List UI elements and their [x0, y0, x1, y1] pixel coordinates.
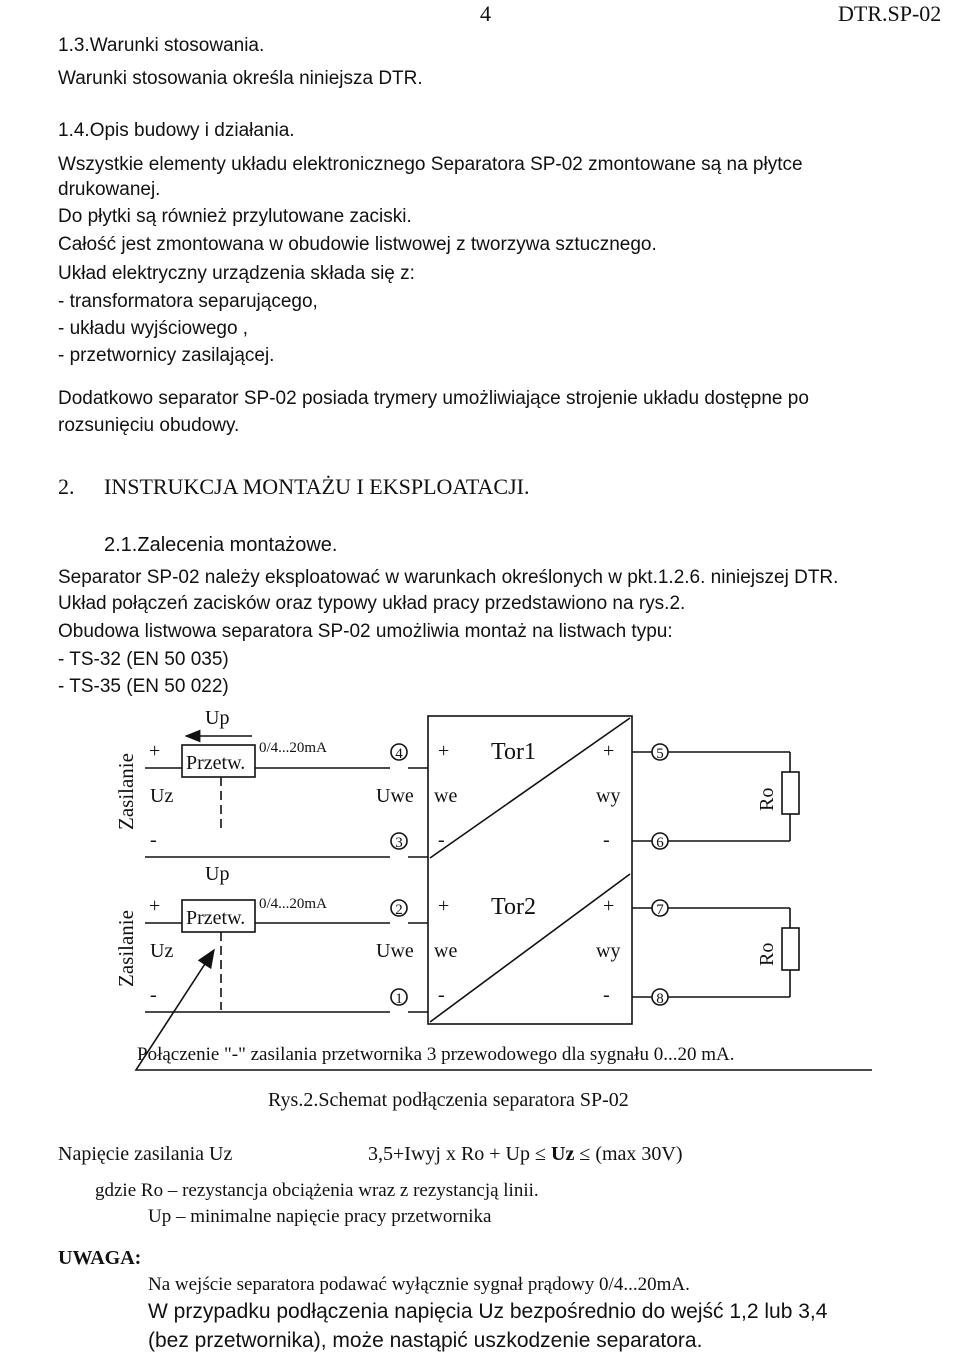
- section-title-2: INSTRUKCJA MONTAŻU I EKSPLOATACJI.: [104, 474, 530, 499]
- document-code: DTR.SP-02: [838, 1, 942, 26]
- definition-ro: gdzie Ro – rezystancja obciążenia wraz z rezystancją linii.: [95, 1180, 539, 1201]
- body-line: rozsunięciu obudowy.: [58, 415, 240, 436]
- warning-title: UWAGA:: [58, 1247, 142, 1269]
- section-heading-2-1: 2.1.Zalecenia montażowe.: [104, 534, 338, 556]
- body-line: Układ połączeń zacisków oraz typowy układ pracy przedstawiono na rys.2.: [58, 593, 686, 614]
- up-label-2: Up: [205, 863, 230, 885]
- warning-line: Na wejście separatora podawać wyłącznie sygnał prądowy 0/4...20mA.: [148, 1274, 690, 1295]
- body-line: Do płytki są również przylutowane zaciski.: [58, 206, 412, 227]
- body-line: Obudowa listwowa separatora SP-02 umożliwia montaż na listwach typu:: [58, 621, 673, 642]
- diagram-note: Połączenie "-" zasilania przetwornika 3 przewodowego dla sygnału 0...20 mA.: [137, 1044, 735, 1065]
- section-heading-1-4: 1.4.Opis budowy i działania.: [58, 120, 295, 141]
- channel-name-1: Tor1: [491, 739, 536, 765]
- formula-prefix: 3,5+Iwyj x Ro + Up: [368, 1143, 531, 1165]
- load-resistor-2: [782, 928, 799, 970]
- terminal-6: 6: [656, 835, 664, 851]
- terminal-4: 4: [395, 746, 403, 762]
- body-line: Wszystkie elementy układu elektronicznego Separatora SP-02 zmontowane są na płytce: [58, 154, 803, 175]
- body-line: Dodatkowo separator SP-02 posiada trymery umożliwiające strojenie układu dostępne po: [58, 388, 809, 409]
- input-voltage-label-2: Uwe: [376, 940, 414, 962]
- up-label-1: Up: [205, 707, 230, 729]
- terminal-1: 1: [395, 991, 403, 1007]
- supply-minus-2: -: [150, 984, 157, 1006]
- terminal-2: 2: [395, 902, 403, 918]
- body-line: Separator SP-02 należy eksploatować w warunkach określonych w pkt.1.2.6. niniejszej DTR.: [58, 567, 839, 588]
- list-item: - układu wyjściowego ,: [58, 318, 249, 339]
- load-label-1: Ro: [756, 787, 778, 811]
- less-equal-symbol: ≤: [579, 1143, 591, 1165]
- page-number: 4: [480, 1, 491, 26]
- load-label-2: Ro: [756, 942, 778, 966]
- input-we-2: we: [434, 940, 458, 962]
- list-item: - TS-35 (EN 50 022): [58, 676, 229, 697]
- terminal-5: 5: [656, 746, 664, 762]
- supply-uz-2: Uz: [150, 940, 174, 962]
- input-voltage-label-1: Uwe: [376, 785, 414, 807]
- supply-uz-1: Uz: [150, 785, 174, 807]
- body-line: Układ elektryczny urządzenia składa się z:: [58, 263, 415, 284]
- section-heading-1-3: 1.3.Warunki stosowania.: [58, 35, 265, 56]
- terminal-8: 8: [656, 991, 664, 1007]
- input-plus-1: +: [438, 740, 450, 762]
- supply-formula: [368, 1142, 683, 1166]
- list-item: - przetwornicy zasilającej.: [58, 345, 275, 366]
- converter-label-2: Przetw.: [186, 907, 246, 929]
- channel-name-2: Tor2: [491, 894, 536, 920]
- terminal-3: 3: [395, 835, 403, 851]
- input-plus-2: +: [438, 895, 450, 917]
- supply-plus-1: +: [149, 740, 161, 762]
- section-text-1-3: Warunki stosowania określa niniejsza DTR.: [58, 68, 423, 89]
- supply-voltage-label: Napięcie zasilania Uz: [58, 1143, 233, 1165]
- definition-up: Up – minimalne napięcie pracy przetwornika: [148, 1206, 492, 1227]
- input-we-1: we: [434, 785, 458, 807]
- warning-line: (bez przetwornika), może nastąpić uszkodzenie separatora.: [148, 1329, 703, 1352]
- output-plus-2: +: [603, 895, 615, 917]
- figure-caption: Rys.2.Schemat podłączenia separatora SP-02: [268, 1089, 629, 1111]
- list-item: - transformatora separującego,: [58, 291, 318, 312]
- input-minus-1: -: [438, 829, 445, 851]
- supply-minus-1: -: [150, 829, 157, 851]
- formula-suffix: (max 30V): [595, 1143, 683, 1165]
- output-minus-1: -: [603, 829, 610, 851]
- formula-uz: Uz: [551, 1143, 575, 1165]
- converter-label-1: Przetw.: [186, 752, 246, 774]
- output-wy-1: wy: [596, 785, 621, 807]
- terminal-7: 7: [656, 902, 664, 918]
- signal-label-1: 0/4...20mA: [259, 740, 327, 756]
- body-line: Całość jest zmontowana w obudowie listwowej z tworzywa sztucznego.: [58, 234, 657, 255]
- output-minus-2: -: [603, 984, 610, 1006]
- less-equal-symbol: ≤: [535, 1143, 546, 1165]
- load-resistor-1: [782, 772, 799, 814]
- warning-line: W przypadku podłączenia napięcia Uz bezpośrednio do wejść 1,2 lub 3,4: [148, 1300, 828, 1323]
- signal-label-2: 0/4...20mA: [259, 896, 327, 912]
- section-number-2: 2.: [58, 474, 75, 499]
- supply-plus-2: +: [149, 895, 161, 917]
- input-minus-2: -: [438, 984, 445, 1006]
- body-line: drukowanej.: [58, 179, 161, 200]
- list-item: - TS-32 (EN 50 035): [58, 649, 229, 670]
- supply-label-1: Zasilanie: [114, 753, 138, 830]
- supply-label-2: Zasilanie: [114, 910, 138, 987]
- output-plus-1: +: [603, 740, 615, 762]
- output-wy-2: wy: [596, 940, 621, 962]
